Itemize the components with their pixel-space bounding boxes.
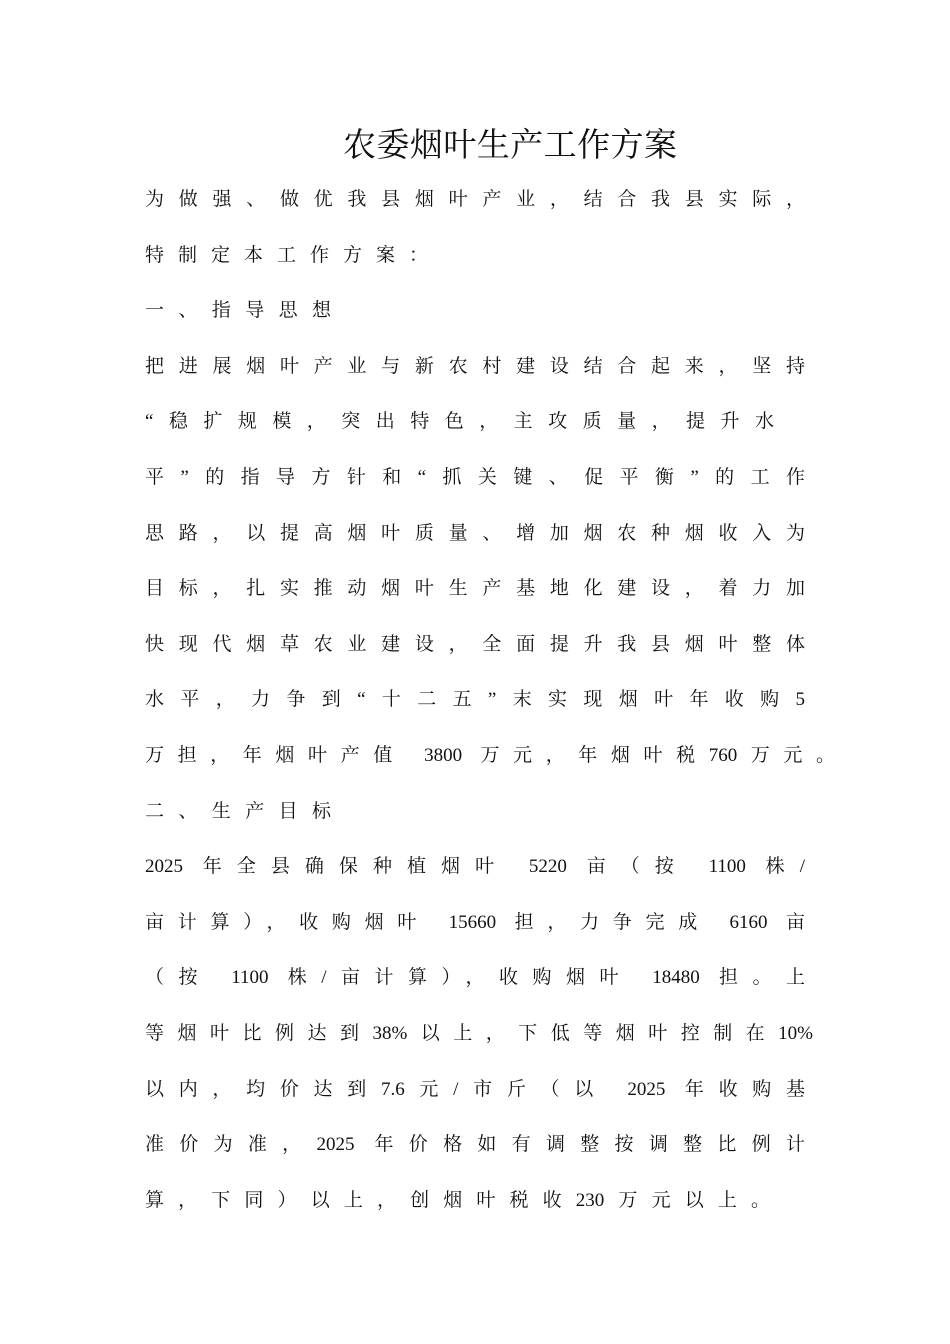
paragraph-line: 亩计算），收购烟叶 15660 担，力争完成 6160 亩 bbox=[145, 911, 805, 933]
section-heading: 一、指导思想 bbox=[145, 300, 331, 322]
paragraph-line: 准价为准，2025 年价格如有调整按调整比例计 bbox=[145, 1134, 805, 1156]
paragraph-line: 算，下同）以上，创烟叶税收230万元以上。 bbox=[145, 1189, 770, 1211]
paragraph-line: 目标，扎实推动烟叶生产基地化建设，着力加 bbox=[145, 578, 805, 600]
paragraph-line: 思路，以提高烟叶质量、增加烟农种烟收入为 bbox=[145, 522, 805, 544]
paragraph-line: 平”的指导方针和“抓关键、促平衡”的工作 bbox=[145, 466, 805, 488]
paragraph-line: 2025 年全县确保种植烟叶 5220 亩（按 1100 株/ bbox=[145, 856, 805, 878]
paragraph-line: 快现代烟草农业建设，全面提升我县烟叶整体 bbox=[145, 633, 805, 655]
paragraph-line: 万担，年烟叶产值 3800 万元，年烟叶税760万元。 bbox=[145, 744, 835, 766]
intro-line: 特制定本工作方案： bbox=[145, 244, 428, 266]
section-heading: 二、生产目标 bbox=[145, 800, 331, 822]
document-title: 农委烟叶生产工作方案 bbox=[343, 128, 677, 164]
document-body bbox=[145, 172, 845, 1228]
paragraph-line: 以内，均价达到7.6元/市斤（以 2025 年收购基 bbox=[145, 1078, 805, 1100]
paragraph-line: 水平，力争到“十二五”末实现烟叶年收购5 bbox=[145, 689, 805, 711]
intro-line: 为做强、做优我县烟叶产业，结合我县实际， bbox=[145, 189, 805, 210]
paragraph-line: “稳扩规模，突出特色，主攻质量，提升水 bbox=[145, 411, 774, 433]
paragraph-line: 等烟叶比例达到38%以上，下低等烟叶控制在10% bbox=[145, 1022, 813, 1044]
paragraph-line: （按 1100 株/亩计算），收购烟叶 18480 担。上 bbox=[145, 967, 805, 989]
paragraph-line: 把进展烟叶产业与新农村建设结合起来，坚持 bbox=[145, 355, 805, 377]
